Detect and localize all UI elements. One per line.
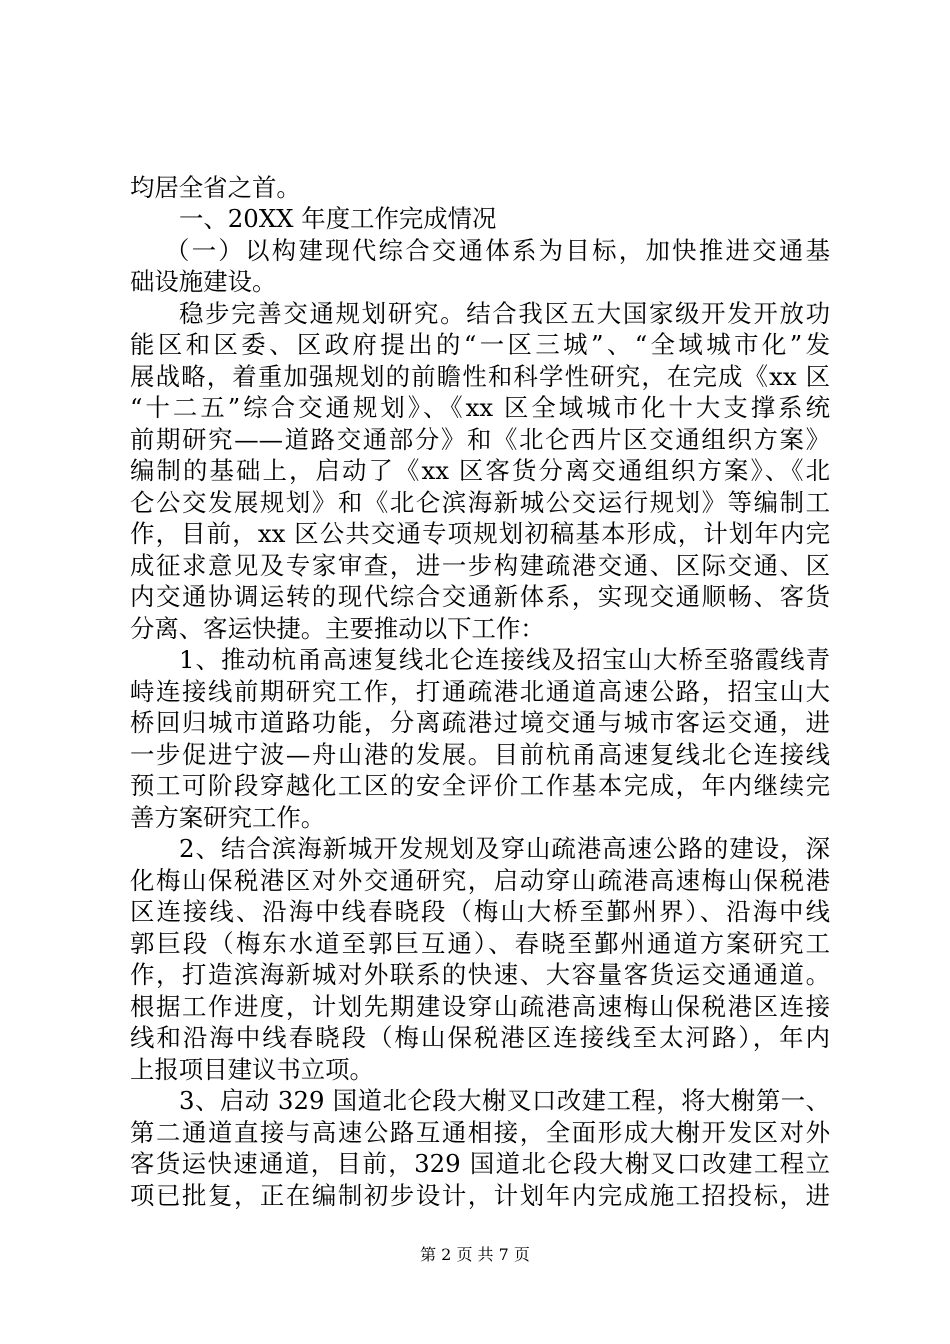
text-line: 能区和区委、区政府提出的“一区三城”、“全域城市化”发 bbox=[130, 330, 830, 359]
text-line: 化梅山保税港区对外交通研究，启动穿山疏港高速梅山保税港 bbox=[130, 866, 830, 895]
text-line: 内交通协调运转的现代综合交通新体系，实现交通顺畅、客货 bbox=[130, 582, 830, 611]
text-line: 分离、客运快捷。主要推动以下工作： bbox=[130, 614, 545, 643]
text-line: 客货运快速通道，目前，329 国道北仑段大榭叉口改建工程立 bbox=[130, 1149, 830, 1178]
text-line: 前期研究——道路交通部分》和《北仑西片区交通组织方案》 bbox=[130, 425, 830, 454]
text-line: 作，打造滨海新城对外联系的快速、大容量客货运交通通道。 bbox=[130, 960, 830, 989]
text-line: 一步促进宁波—舟山港的发展。目前杭甬高速复线北仑连接线 bbox=[130, 740, 830, 769]
text-line: 区连接线、沿海中线春晓段（梅山大桥至鄞州界）、沿海中线 bbox=[130, 897, 830, 926]
text-line: 桥回归城市道路功能，分离疏港过境交通与城市客运交通，进 bbox=[130, 708, 830, 737]
text-line: 善方案研究工作。 bbox=[130, 803, 326, 832]
paragraph-start: 3、启动 329 国道北仑段大榭叉口改建工程，将大榭第一、 bbox=[179, 1086, 830, 1115]
section-heading: 一、20XX 年度工作完成情况 bbox=[179, 204, 497, 233]
text-line: 作，目前，xx 区公共交通专项规划初稿基本形成，计划年内完 bbox=[130, 519, 830, 548]
text-line: 成征求意见及专家审查，进一步构建疏港交通、区际交通、区 bbox=[130, 551, 830, 580]
paragraph-start: 稳步完善交通规划研究。结合我区五大国家级开发开放功 bbox=[179, 299, 830, 328]
text-line: 项已批复，正在编制初步设计，计划年内完成施工招投标，进 bbox=[130, 1181, 830, 1210]
text-line: 线和沿海中线春晓段（梅山保税港区连接线至太河路），年内 bbox=[130, 1023, 830, 1052]
text-line: 上报项目建议书立项。 bbox=[130, 1055, 374, 1084]
paragraph-start: 2、结合滨海新城开发规划及穿山疏港高速公路的建设，深 bbox=[179, 834, 830, 863]
text-line: 均居全省之首。 bbox=[130, 173, 301, 202]
text-line: 仑公交发展规划》和《北仑滨海新城公交运行规划》等编制工 bbox=[130, 488, 830, 517]
text-line: 编制的基础上，启动了《xx 区客货分离交通组织方案》、《北 bbox=[130, 456, 830, 485]
page-number-footer: 第 2 页 共 7 页 bbox=[420, 1245, 530, 1264]
text-line: 础设施建设。 bbox=[130, 267, 277, 296]
text-line: 峙连接线前期研究工作，打通疏港北通道高速公路，招宝山大 bbox=[130, 677, 830, 706]
text-line: 预工可阶段穿越化工区的安全评价工作基本完成，年内继续完 bbox=[130, 771, 830, 800]
text-line: 郭巨段（梅东水道至郭巨互通）、春晓至鄞州通道方案研究工 bbox=[130, 929, 830, 958]
paragraph-start: 1、推动杭甬高速复线北仑连接线及招宝山大桥至骆霞线青 bbox=[179, 645, 830, 674]
text-line: 第二通道直接与高速公路互通相接，全面形成大榭开发区对外 bbox=[130, 1118, 830, 1147]
text-line: “十二五”综合交通规划》、《xx 区全域城市化十大支撑系统 bbox=[130, 393, 830, 422]
subsection-heading: （一）以构建现代综合交通体系为目标，加快推进交通基 bbox=[165, 236, 830, 265]
text-line: 根据工作进度，计划先期建设穿山疏港高速梅山保税港区连接 bbox=[130, 992, 830, 1021]
text-line: 展战略，着重加强规划的前瞻性和科学性研究，在完成《xx 区 bbox=[130, 362, 830, 391]
